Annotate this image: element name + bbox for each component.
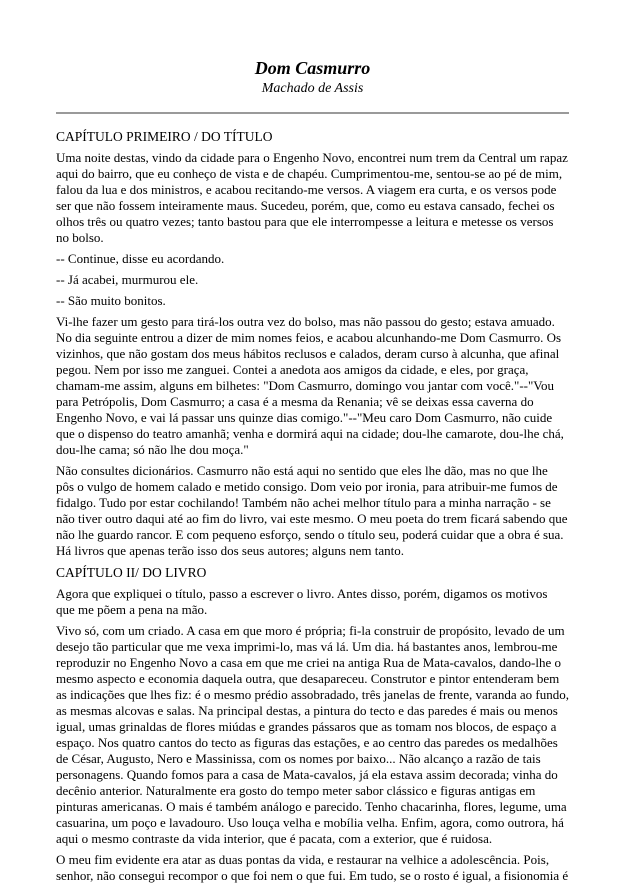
chapter-1-heading: CAPÍTULO PRIMEIRO / DO TÍTULO	[56, 129, 273, 144]
chapter-2-heading: CAPÍTULO II/ DO LIVRO	[56, 565, 207, 580]
chapter-2	[56, 564, 569, 884]
chapter-1-paragraph-1: Uma noite destas, vindo da cidade para o Engenho Novo, encontrei num trem da Central um rapaz aqui do bairro, que eu conheço de vista e de chapéu. Cumprimentou-me, sentou-se ao pé de mim, falou da lua e dos ministros, e acabou recitando-me versos. A viagem era curta, e os versos pode ser que não fossem inteiramente maus. Sucedeu, porém, que, como eu estava cansado, fechei os olhos três ou quatro vezes; tanto bastou para que ele interrompesse a leitura e metesse os versos no bolso.	[56, 150, 568, 245]
chapter-1-paragraph-3: Não consultes dicionários. Casmurro não está aqui no sentido que eles lhe dão, mas no que lhe pôs o vulgo de homem calado e metido consigo. Dom veio por ironia, para atribuir-me fumos de fidalgo. Tudo por estar cochilando! Também não achei melhor título para a minha narração - se não tiver outro daqui até ao fim do livro, vai este mesmo. O meu poeta do trem ficará sabendo que não lhe guardo rancor. E com pequeno esforço, sendo o título seu, poderá cuidar que a obra é sua. Há livros que apenas terão isso dos seus autores; alguns nem tanto.	[56, 463, 568, 558]
chapter-2-paragraph-2: Vivo só, com um criado. A casa em que moro é própria; fi-la construir de propósito, levado de um desejo tão particular que me vexa imprimi-lo, mas vá lá. Um dia. há bastantes anos, lembrou-me reproduzir no Engenho Novo a casa em que me criei na antiga Rua de Mata-cavalos, dando-lhe o mesmo aspecto e economia daquela outra, que desapareceu. Construtor e pintor entenderam bem as indicações que lhes fiz: é o mesmo prédio assobradado, três janelas de frente, varanda ao fundo, as mesmas alcovas e salas. Na principal destas, a pintura do tecto e das paredes é mais ou menos igual, umas grinaldas de flores miúdas e grandes pássaros que as tomam nos blocos, de espaço a espaço. Nos quatro cantos do tecto as figuras das estações, e ao centro das paredes os medalhões de César, Augusto, Nero e Massinissa, com os nomes por baixo... Não alcanço a razão de tais personagens. Quando fomos para a casa de Mata-cavalos, já ela estava assim decorada; vinha do decênio anterior. Naturalmente era gosto do tempo meter sabor clássico e figuras antigas em pinturas americanas. O mais é também análogo e parecido. Tenho chacarinha, flores, legume, uma casuarina, um poço e lavadouro. Uso louça velha e mobília velha. Enfim, agora, como outrora, há aqui o mesmo contraste da vida interior, que é pacata, com a exterior, que é ruidosa.	[56, 623, 569, 846]
chapter-1-dialogue-line-3: -- São muito bonitos.	[56, 293, 166, 308]
chapter-2-paragraph-3: O meu fim evidente era atar as duas pontas da vida, e restaurar na velhice a adolescência. Pois, senhor, não consegui recompor o que foi nem o que fui. Em tudo, se o rosto é igual, a fisionomia é	[56, 852, 569, 883]
chapter-1	[56, 128, 569, 559]
chapter-2-paragraph-1: Agora que expliquei o título, passo a escrever o livro. Antes disso, porém, digamos os motivos que me põem a pena na mão.	[56, 586, 548, 617]
chapter-1-dialogue-line-2: -- Já acabei, murmurou ele.	[56, 272, 199, 287]
chapter-1-paragraph-2: Vi-lhe fazer um gesto para tirá-los outra vez do bolso, mas não passou do gesto; estava amuado. No dia seguinte entrou a dizer de mim nomes feios, e acabou alcunhando-me Dom Casmurro. Os vizinhos, que não gostam dos meus hábitos reclusos e calados, deram curso à alcunha, que afinal pegou. Nem por isso me zanguei. Contei a anedota aos amigos da cidade, e eles, por graça, chamam-me assim, alguns em bilhetes: "Dom Casmurro, domingo vou jantar com você."--"Vou para Petrópolis, Dom Casmurro; a casa é a mesma da Renania; vê se deixas essa caverna do Engenho Novo, e vai lá passar uns quinze dias comigo."--"Meu caro Dom Casmurro, não cuide que o dispenso do teatro amanhã; venha e dormirá aqui na cidade; dou-lhe camarote, dou-lhe chá, dou-lhe cama; só não lhe dou moça."	[56, 314, 564, 457]
chapter-1-dialogue-line-1: -- Continue, disse eu acordando.	[56, 251, 225, 266]
title-divider	[56, 112, 569, 114]
book-author: Machado de Assis	[261, 81, 364, 96]
book-title: Dom Casmurro	[254, 58, 371, 78]
title-block	[56, 58, 569, 97]
